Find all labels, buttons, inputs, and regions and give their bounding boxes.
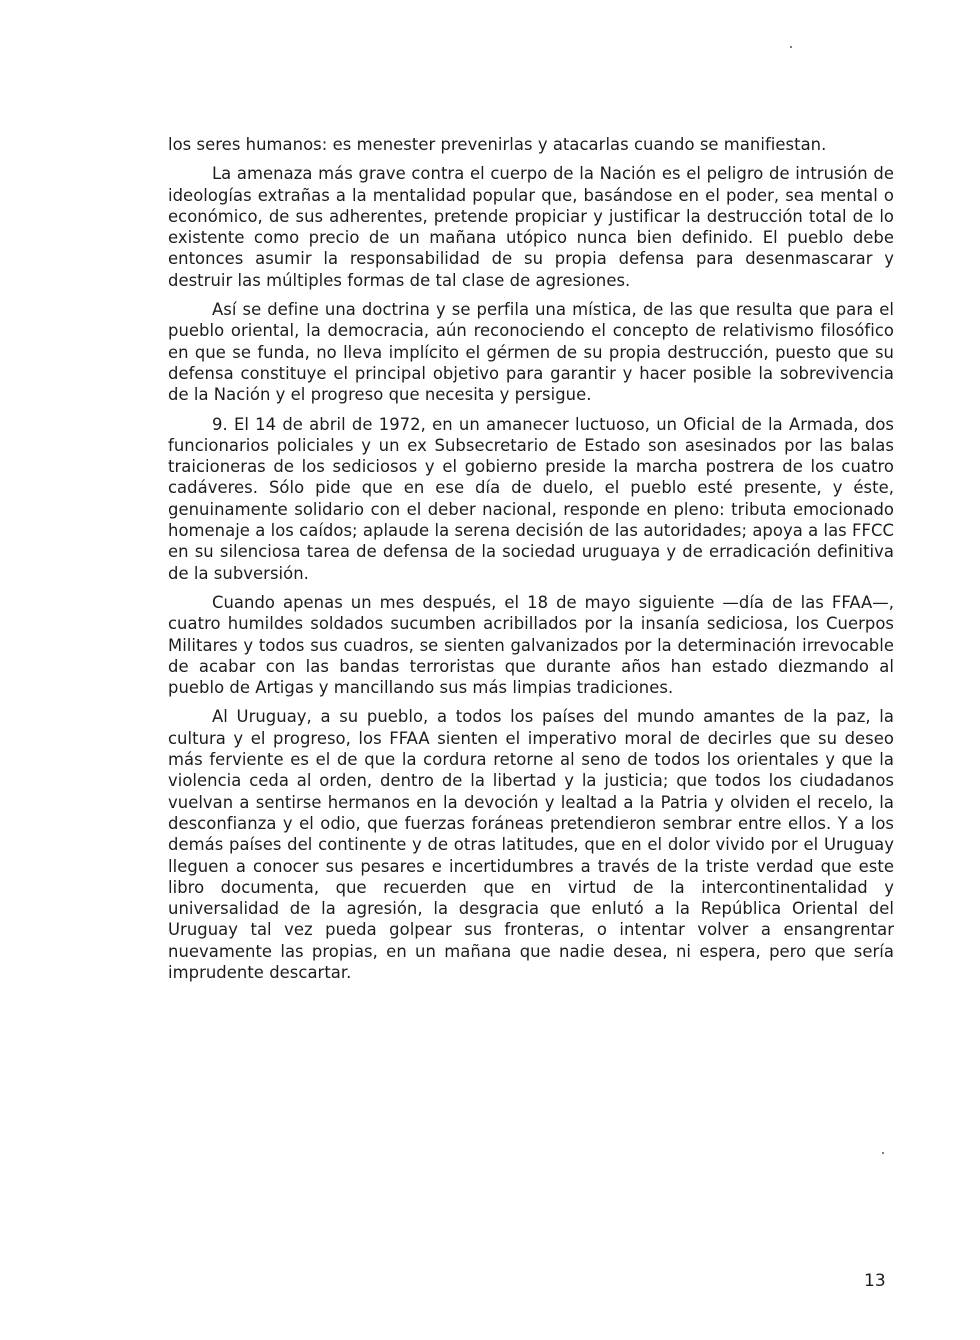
- paragraph-continuation: los seres humanos: es menester prevenirlas y atacarlas cuando se manifiestan.: [168, 135, 827, 154]
- paragraph-may-18: Cuando apenas un mes después, el 18 de mayo siguiente —día de las FFAA—, cuatro humildes soldados sucumben acribillados por la insanía sediciosa, los Cuerpos Militares y todos sus cuadros, se sienten galvanizados por la determinación irrevocable de acabar con las bandas terroristas que durante años han estado diezmando al pueblo de Artigas y mancillando sus más limpias tradiciones.: [168, 592, 894, 698]
- page-number: 13: [864, 1271, 886, 1291]
- scan-speck: [882, 1152, 884, 1154]
- paragraph-april-1972: 9. El 14 de abril de 1972, en un amanecer luctuoso, un Oficial de la Armada, dos funcionarios policiales y un ex Subsecretario de Estado son asesinados por las balas traicioneras de los sediciosos y el gobierno preside la marcha postrera de los cuatro cadáveres. Sólo pide que en ese día de duelo, el pueblo esté presente, y éste, genuinamente solidario con el deber nacional, responde en pleno: tributa emocionado homenaje a los caídos; aplaude la serena decisión de las autoridades; apoya a las FFCC en su silenciosa tarea de defensa de la sociedad uruguaya y de erradicación definitiva de la subversión.: [168, 414, 894, 583]
- page-body: [168, 134, 894, 991]
- paragraph-appeal: Al Uruguay, a su pueblo, a todos los países del mundo amantes de la paz, la cultura y el progreso, los FFAA sienten el imperativo moral de decirles que su deseo más ferviente es el de que la cordura retorne al seno de todos los orientales y que la violencia ceda al orden, dentro de la libertad y la justicia; que todos los ciudadanos vuelvan a sentirse hermanos en la devoción y lealtad a la Patria y olviden el recelo, la desconfianza y el odio, que fuerzas foráneas pretendieron sembrar entre ellos. Y a los demás países del continente y de otras latitudes, que en el dolor vivido por el Uruguay lleguen a conocer sus pesares e incertidumbres a través de la triste verdad que este libro documenta, que recuerden que en virtud de la intercontinentalidad y universalidad de la agresión, la desgracia que enlutó a la República Oriental del Uruguay tal vez pueda golpear sus fronteras, o intentar volver a ensangrentar nuevamente las propias, en un mañana que nadie desea, ni espera, pero que sería imprudente descartar.: [168, 707, 894, 982]
- paragraph-doctrine: Así se define una doctrina y se perfila una mística, de las que resulta que para el pueblo oriental, la democracia, aún reconociendo el concepto de relativismo filosófico en que se funda, no lleva implícito el gérmen de su propia destrucción, puesto que su defensa constituye el principal objetivo para garantir y hacer posible la sobrevivencia de la Nación y el progreso que necesita y persigue.: [168, 300, 894, 405]
- paragraph-ideologies-threat: La amenaza más grave contra el cuerpo de la Nación es el peligro de intrusión de ideologías extrañas a la mentalidad popular que, basándose en el poder, sea mental o económico, de sus adherentes, pretende propiciar y justificar la destrucción total de lo existente como precio de un mañana utópico nunca bien definido. El pueblo debe entonces asumir la responsabilidad de su propia defensa para desenmascarar y destruir las múltiples formas de tal clase de agresiones.: [168, 164, 894, 290]
- scan-speck: [790, 46, 792, 48]
